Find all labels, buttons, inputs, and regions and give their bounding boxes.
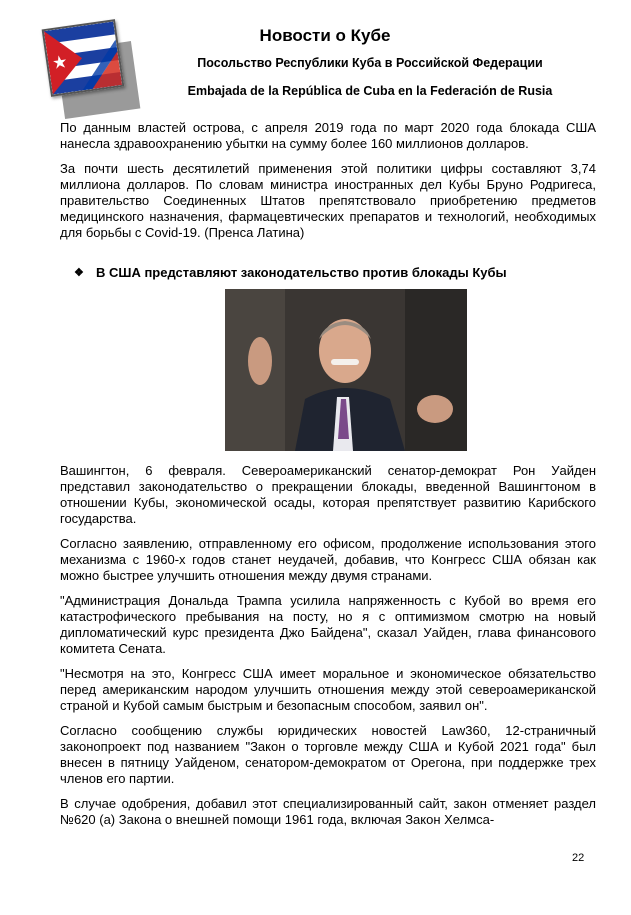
paragraph: За почти шесть десятилетий применения этой политики цифры составляют 3,74 миллиона долларов. По словам министра иностранных дел Кубы Бруно Родригеса, правительство Соединенных Штатов препятствовало приобретению предметов медицинского назначения, фармацевтических препаратов и технологий, необходимых для борьбы с Covid-19. (Пренса Латина) — [60, 161, 596, 240]
paragraph: Согласно сообщению службы юридических новостей Law360, 12-страничный законопроект под названием "Закон о торговле между США и Кубой 2021 года" был внесен в пятницу Уайденом, сенатором-демократом от Орегона, при поддержке трех членов его партии. — [60, 723, 596, 786]
logo — [40, 16, 136, 116]
embassy-name-es: Embajada de la República de Cuba en la Federación de Rusia — [187, 84, 553, 98]
senator-photo-icon — [225, 289, 467, 451]
page-title: Новости о Кубе — [259, 26, 391, 45]
page-number: 22 — [572, 852, 585, 864]
section-heading-text: В США представляют законодательство против блокады Кубы — [96, 265, 507, 280]
paragraph: "Несмотря на это, Конгресс США имеет моральное и экономическое обязательство перед американским народом улучшить отношения между этой североамериканской страной и Кубой самым быстрым и безопасным способом, заявил он". — [60, 666, 596, 713]
cuba-russia-flag-icon — [42, 19, 125, 97]
embassy-name-ru: Посольство Республики Куба в Российской Федерации — [197, 56, 543, 70]
paragraph: Согласно заявлению, отправленному его офисом, продолжение использования этого механизма с 1960-х годов станет неудачей, добавив, что Конгресс США обязан как можно быстрее улучшить отношения между двумя странами. — [60, 536, 596, 583]
paragraph: "Администрация Дональда Трампа усилила напряженность с Кубой во время его катастрофического пребывания на посту, но я с оптимизмом смотрю на новый дипломатический курс президента Джо Байдена", сказал Уайден, глава финансового комитета Сената. — [60, 593, 596, 656]
paragraph: Вашингтон, 6 февраля. Североамериканский сенатор-демократ Рон Уайден представил законодательство о прекращении блокады, введенной Вашингтоном в отношении Кубы, экономической осады, которая препятствует развитию Карибского государства. — [60, 463, 596, 526]
section-heading — [60, 265, 596, 281]
paragraph: В случае одобрения, добавил этот специализированный сайт, закон отменяет раздел №620 (а) Закона о внешней помощи 1961 года, включая Закон Хелмса- — [60, 796, 596, 827]
article-content — [60, 120, 596, 837]
diamond-bullet-icon: ❖ — [74, 267, 84, 279]
paragraph: По данным властей острова, с апреля 2019 года по март 2020 года блокада США нанесла здравоохранению убытки на сумму более 160 миллионов долларов. — [60, 120, 596, 151]
